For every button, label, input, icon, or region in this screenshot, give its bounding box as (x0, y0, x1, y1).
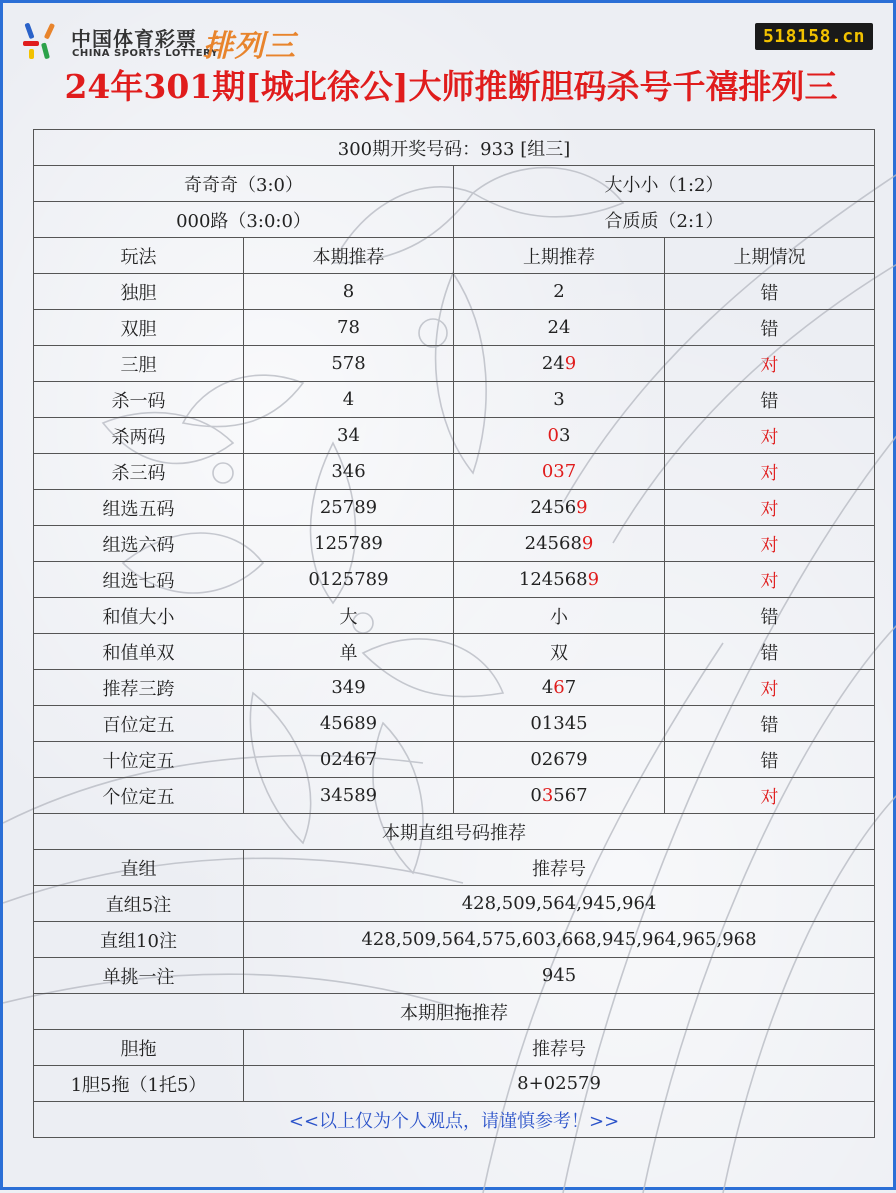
previous-recommendation (454, 634, 665, 670)
current-recommendation: 0125789 (244, 562, 454, 598)
current-recommendation: 单 (244, 634, 454, 670)
prime-ratio: 合质质（2:1） (454, 202, 875, 238)
current-recommendation: 34 (244, 418, 454, 454)
play-type: 杀三码 (34, 454, 244, 490)
hit-digits: 3 (541, 785, 554, 806)
direct-group-title: 本期直组号码推荐 (34, 814, 875, 850)
play-type: 组选六码 (34, 526, 244, 562)
previous-result: 错 (665, 598, 875, 634)
dantuo-label: 1胆5拖（1托5） (34, 1066, 244, 1102)
current-recommendation: 125789 (244, 526, 454, 562)
hit-digits: 6 (553, 677, 565, 698)
miss-digits: 2 (553, 281, 565, 302)
pailie3-brand-logo: 排列三 (203, 29, 296, 64)
play-type: 三胆 (34, 346, 244, 382)
miss-digits: 2456 (530, 497, 577, 518)
direct-group-row (34, 922, 875, 958)
site-url-badge[interactable]: 518158.cn (755, 23, 873, 50)
column-header: 推荐号 (244, 850, 875, 886)
dantuo-title: 本期胆拖推荐 (34, 994, 875, 1030)
previous-recommendation (454, 382, 665, 418)
last-draw-title: 300期开奖号码：933 [组三] (34, 130, 875, 166)
column-header: 上期情况 (665, 238, 875, 274)
table-row (34, 274, 875, 310)
play-type: 十位定五 (34, 742, 244, 778)
column-header: 上期推荐 (454, 238, 665, 274)
miss-digits: 小 (550, 606, 568, 628)
direct-group-title-row (34, 814, 875, 850)
previous-result: 错 (665, 310, 875, 346)
miss-digits: 02679 (530, 749, 588, 770)
miss-digits: 7 (564, 677, 577, 698)
hit-digits: 9 (587, 569, 600, 590)
play-type: 百位定五 (34, 706, 244, 742)
road-ratio: 000路（3:0:0） (34, 202, 454, 238)
previous-recommendation (454, 310, 665, 346)
table-row (34, 310, 875, 346)
previous-recommendation (454, 742, 665, 778)
table-row (34, 562, 875, 598)
play-type: 双胆 (34, 310, 244, 346)
odd-even-ratio: 奇奇奇（3:0） (34, 166, 454, 202)
column-header: 推荐号 (244, 1030, 875, 1066)
dantuo-title-row (34, 994, 875, 1030)
table-row (34, 454, 875, 490)
play-type: 杀一码 (34, 382, 244, 418)
direct-group-label: 直组5注 (34, 886, 244, 922)
current-recommendation: 78 (244, 310, 454, 346)
table-row (34, 418, 875, 454)
table-row (34, 382, 875, 418)
hit-digits: 9 (581, 533, 594, 554)
previous-result: 错 (665, 706, 875, 742)
previous-result: 对 (665, 418, 875, 454)
previous-recommendation (454, 454, 665, 490)
column-header: 直组 (34, 850, 244, 886)
lottery-star-logo-icon (21, 21, 65, 61)
current-recommendation: 34589 (244, 778, 454, 814)
current-recommendation: 8 (244, 274, 454, 310)
disclaimer-note: <<以上仅为个人观点，请谨慎参考！>> (34, 1102, 875, 1138)
current-recommendation: 349 (244, 670, 454, 706)
play-type: 独胆 (34, 274, 244, 310)
previous-recommendation (454, 418, 665, 454)
previous-recommendation (454, 562, 665, 598)
direct-group-label: 单挑一注 (34, 958, 244, 994)
previous-recommendation (454, 598, 665, 634)
hit-digits: 9 (576, 497, 588, 518)
direct-group-label: 直组10注 (34, 922, 244, 958)
big-small-ratio: 大小小（1:2） (454, 166, 875, 202)
miss-digits: 24 (547, 317, 571, 338)
hit-digits: 0 (547, 425, 559, 446)
direct-group-numbers: 945 (244, 958, 875, 994)
current-recommendation: 25789 (244, 490, 454, 526)
direct-group-row (34, 886, 875, 922)
previous-result: 错 (665, 382, 875, 418)
direct-group-row (34, 958, 875, 994)
previous-recommendation (454, 706, 665, 742)
previous-result: 对 (665, 526, 875, 562)
logo-chinese-text: 中国体育彩票 (71, 27, 197, 51)
current-recommendation: 02467 (244, 742, 454, 778)
page-title: 24年301期[城北徐公]大师推断胆码杀号千禧排列三 (64, 67, 838, 106)
logo-english-text: CHINA SPORTS LOTTERY (72, 48, 219, 59)
play-type: 推荐三跨 (34, 670, 244, 706)
direct-group-header-row (34, 850, 875, 886)
hit-digits: 037 (541, 461, 577, 482)
miss-digits: 01345 (530, 713, 588, 734)
hit-digits: 9 (564, 353, 577, 374)
table-row (34, 706, 875, 742)
previous-recommendation (454, 670, 665, 706)
table-row (34, 778, 875, 814)
last-draw-attr-row (34, 202, 875, 238)
play-type: 组选五码 (34, 490, 244, 526)
prediction-table (33, 129, 875, 1138)
current-recommendation: 大 (244, 598, 454, 634)
previous-recommendation (454, 490, 665, 526)
last-draw-title-row (34, 130, 875, 166)
last-draw-attr-row (34, 166, 875, 202)
direct-group-numbers: 428,509,564,575,603,668,945,964,965,968 (244, 922, 875, 958)
table-row (34, 598, 875, 634)
play-type: 组选七码 (34, 562, 244, 598)
play-type: 杀两码 (34, 418, 244, 454)
previous-recommendation (454, 526, 665, 562)
current-recommendation: 578 (244, 346, 454, 382)
previous-result: 对 (665, 670, 875, 706)
previous-recommendation (454, 778, 665, 814)
miss-digits: 124568 (518, 569, 588, 590)
current-recommendation: 346 (244, 454, 454, 490)
play-type: 和值大小 (34, 598, 244, 634)
table-row (34, 742, 875, 778)
footer-row (34, 1102, 875, 1138)
table-row (34, 346, 875, 382)
current-recommendation: 45689 (244, 706, 454, 742)
previous-result: 错 (665, 742, 875, 778)
previous-result: 错 (665, 274, 875, 310)
column-header: 玩法 (34, 238, 244, 274)
table-row (34, 526, 875, 562)
play-type: 和值单双 (34, 634, 244, 670)
miss-digits: 0 (530, 785, 542, 806)
miss-digits: 3 (553, 389, 565, 410)
table-header-row (34, 238, 875, 274)
play-type: 个位定五 (34, 778, 244, 814)
previous-recommendation (454, 274, 665, 310)
miss-digits: 24568 (524, 533, 582, 554)
miss-digits: 3 (559, 425, 571, 446)
table-row (34, 634, 875, 670)
table-row (34, 670, 875, 706)
direct-group-numbers: 428,509,564,945,964 (244, 886, 875, 922)
miss-digits: 24 (541, 353, 565, 374)
current-recommendation: 4 (244, 382, 454, 418)
china-sports-lottery-logo (21, 21, 321, 63)
miss-digits: 4 (541, 677, 554, 698)
previous-result: 对 (665, 490, 875, 526)
dantuo-header-row (34, 1030, 875, 1066)
previous-result: 对 (665, 778, 875, 814)
previous-result: 对 (665, 454, 875, 490)
previous-result: 对 (665, 562, 875, 598)
column-header: 本期推荐 (244, 238, 454, 274)
previous-result: 对 (665, 346, 875, 382)
miss-digits: 双 (550, 642, 568, 664)
table-row (34, 490, 875, 526)
previous-recommendation (454, 346, 665, 382)
dantuo-row (34, 1066, 875, 1102)
previous-result: 错 (665, 634, 875, 670)
column-header: 胆拖 (34, 1030, 244, 1066)
dantuo-numbers: 8+02579 (244, 1066, 875, 1102)
miss-digits: 567 (553, 785, 588, 806)
